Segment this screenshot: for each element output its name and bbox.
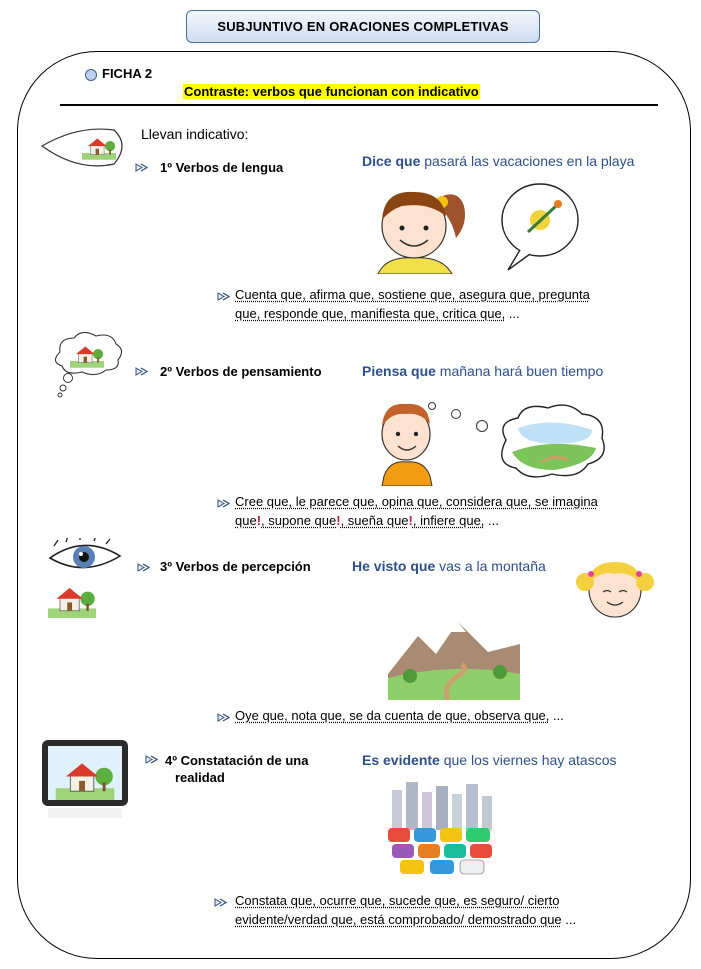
- arrow-icon: [135, 163, 149, 172]
- section-3-example: [352, 558, 546, 574]
- intro-text: Llevan indicativo:: [141, 126, 249, 142]
- exclamation-mark: !: [408, 513, 413, 528]
- house-icon: [48, 582, 96, 618]
- exclamation-mark: !: [336, 513, 341, 528]
- example-rest: mañana hará buen tiempo: [435, 363, 604, 379]
- blonde-girl-illustration: [575, 558, 655, 620]
- arrow-icon: [135, 367, 149, 376]
- section-2-example: [362, 363, 603, 379]
- arrow-icon: [145, 755, 159, 764]
- divider: [60, 104, 658, 106]
- example-rest: vas a la montaña: [435, 558, 546, 574]
- list-line: que, responde que, manifiesta que, critica que,: [235, 306, 506, 321]
- arrow-icon: [137, 563, 151, 572]
- exclamation-mark: !: [256, 513, 262, 528]
- framed-house-picture-icon: [40, 738, 132, 824]
- example-rest: pasará las vacaciones en la playa: [420, 153, 635, 169]
- list-item: , sueña que: [340, 513, 409, 528]
- list-line: Oye que, nota que, se da cuenta de que, observa que,: [235, 708, 550, 723]
- girl-illustration: [372, 180, 474, 274]
- landscape-cloud-illustration: [492, 400, 612, 484]
- list-item: que: [235, 513, 257, 528]
- ficha-label: FICHA 2: [102, 66, 153, 81]
- list-tail: ...: [549, 708, 564, 723]
- list-line: Constata que, ocurre que, sucede que, es seguro/ cierto: [235, 893, 560, 908]
- thought-cloud-house-icon: [46, 330, 126, 400]
- section-4-example: [362, 752, 616, 768]
- bullet-icon: [85, 69, 97, 81]
- arrow-icon: [217, 292, 231, 301]
- ficha-subtitle: Contraste: verbos que funcionan con indicativo: [184, 84, 479, 99]
- section-3-verb-list: [235, 706, 655, 725]
- thought-bubble-illustration: [498, 180, 580, 274]
- list-item: , supone que: [261, 513, 337, 528]
- arrow-icon: [217, 713, 231, 722]
- list-tail: ...: [484, 513, 499, 528]
- section-4-verb-list: [235, 891, 655, 929]
- mountain-landscape-illustration: [388, 614, 520, 700]
- example-lead: Dice que: [362, 153, 421, 169]
- list-item: , infiere que,: [412, 513, 485, 528]
- section-3-heading: 3º Verbos de percepción: [160, 559, 311, 574]
- example-lead: He visto que: [352, 558, 436, 574]
- arrow-icon: [214, 898, 228, 907]
- section-1-example: [362, 153, 634, 169]
- eye-icon: [44, 538, 124, 580]
- list-tail: ...: [505, 306, 520, 321]
- list-line: evidente/verdad que, está comprobado/ demostrado que: [235, 912, 562, 927]
- section-1-heading: 1º Verbos de lengua: [160, 160, 284, 175]
- arrow-icon: [217, 499, 231, 508]
- example-lead: Es evidente: [362, 752, 440, 768]
- section-4-heading: [165, 752, 308, 786]
- example-rest: que los viernes hay atascos: [439, 752, 617, 768]
- thought-dots-icon: [426, 398, 496, 438]
- heading-line: realidad: [175, 770, 225, 785]
- list-line: Cree que, le parece que, opina que, considera que, se imagina: [235, 494, 598, 509]
- example-lead: Piensa que: [362, 363, 436, 379]
- page-title: SUBJUNTIVO EN ORACIONES COMPLETIVAS: [186, 10, 540, 43]
- traffic-jam-illustration: [382, 782, 502, 878]
- section-2-verb-list: [235, 492, 655, 530]
- list-tail: ...: [561, 912, 577, 927]
- section-1-verb-list: [235, 285, 655, 323]
- heading-line: 4º Constatación de una: [165, 753, 309, 768]
- speech-bubble-house-icon: [38, 120, 128, 176]
- section-2-heading: 2º Verbos de pensamiento: [160, 364, 322, 379]
- list-line: Cuenta que, afirma que, sostiene que, asegura que, pregunta: [235, 287, 590, 302]
